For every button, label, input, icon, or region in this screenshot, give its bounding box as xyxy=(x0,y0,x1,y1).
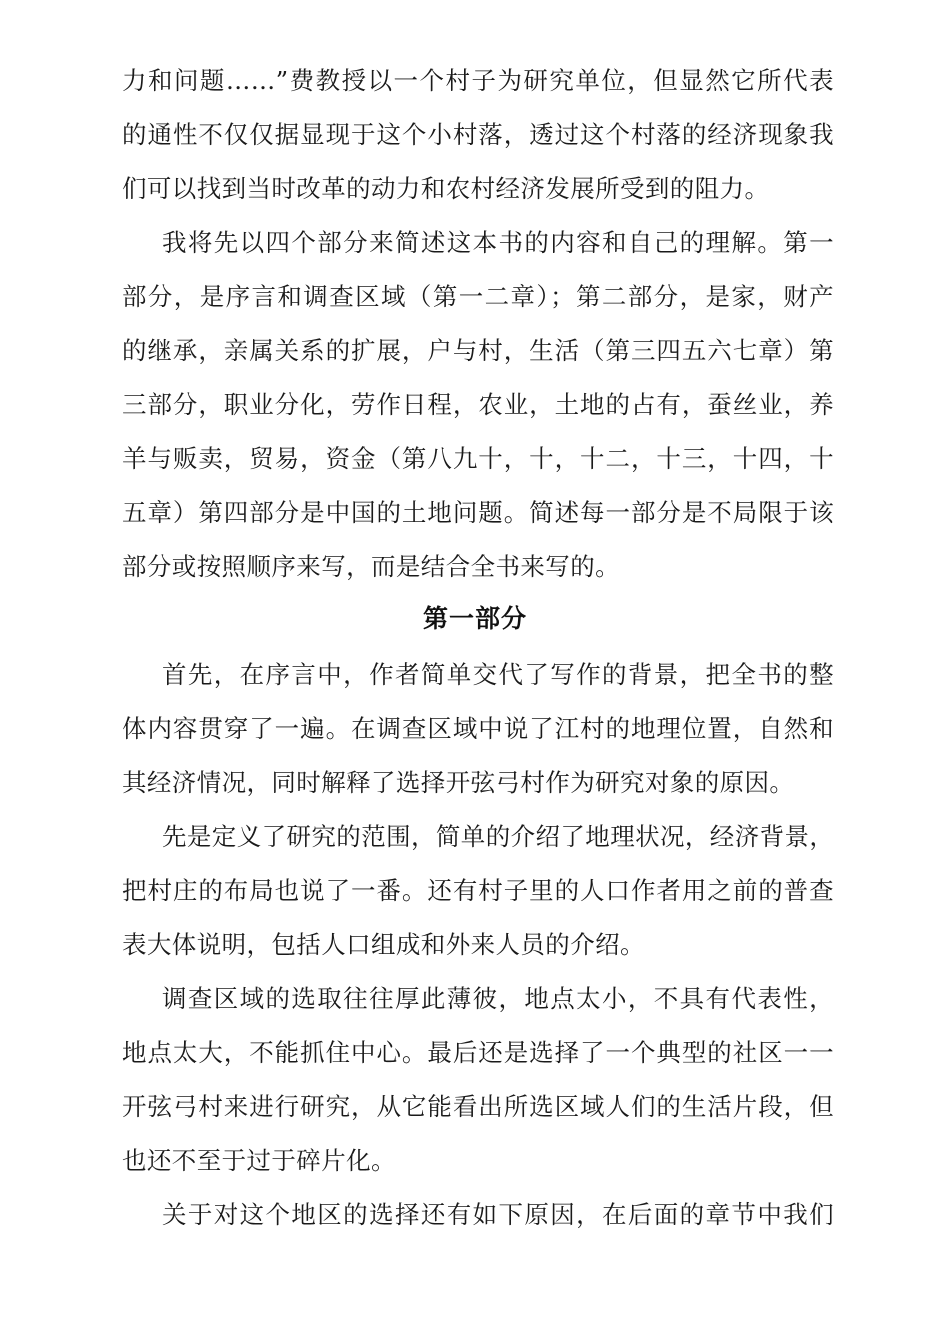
paragraph-line: 其经济情况，同时解释了选择开弦弓村作为研究对象的原因。 xyxy=(122,768,795,797)
paragraph-line: 调查区域的选取往往厚此薄彼，地点太小，不具有代表性， xyxy=(162,984,834,1013)
paragraph-line: 的通性不仅仅据显现于这个小村落，透过这个村落的经济现象我 xyxy=(122,120,834,149)
paragraph-line: 首先，在序言中，作者简单交代了写作的背景，把全书的整 xyxy=(162,660,834,689)
paragraph-line: 先是定义了研究的范围，简单的介绍了地理状况，经济背景， xyxy=(162,822,835,851)
paragraph-line: 部分或按照顺序来写，而是结合全书来写的。 xyxy=(122,552,620,581)
paragraph-line: 五章）第四部分是中国的土地问题。简述每一部分是不局限于该 xyxy=(122,498,834,527)
paragraph-line: 我将先以四个部分来简述这本书的内容和自己的理解。第一 xyxy=(162,228,834,257)
section-heading: 第一部分 xyxy=(422,604,527,633)
paragraph-line: 把村庄的布局也说了一番。还有村子里的人口作者用之前的普查 xyxy=(122,876,834,905)
paragraph-line: 体内容贯穿了一遍。在调查区域中说了江村的地理位置，自然和 xyxy=(122,714,834,743)
paragraph-line: 地点太大，不能抓住中心。最后还是选择了一个典型的社区一一 xyxy=(122,1038,834,1067)
paragraph-line: 表大体说明，包括人口组成和外来人员的介绍。 xyxy=(122,930,645,959)
paragraph-line: 关于对这个地区的选择还有如下原因，在后面的章节中我们 xyxy=(162,1200,834,1229)
paragraph-line: 羊与贩卖，贸易，资金（第八九十，十，十二，十三，十四，十 xyxy=(122,444,834,473)
paragraph-line: 开弦弓村来进行研究，从它能看出所选区域人们的生活片段，但 xyxy=(122,1092,834,1121)
paragraph-line: 三部分，职业分化，劳作日程，农业，土地的占有，蚕丝业，养 xyxy=(122,390,834,419)
paragraph-line: 的继承，亲属关系的扩展，户与村，生活（第三四五六七章）第 xyxy=(122,336,834,365)
paragraph-line: 们可以找到当时改革的动力和农村经济发展所受到的阻力。 xyxy=(122,174,770,203)
paragraph-line: 部分，是序言和调查区域（第一二章）；第二部分，是家，财产 xyxy=(122,282,834,311)
paragraph-line: 也还不至于过于碎片化。 xyxy=(122,1146,396,1175)
paragraph-line: 力和问题……”费教授以一个村子为研究单位，但显然它所代表 xyxy=(122,66,834,95)
